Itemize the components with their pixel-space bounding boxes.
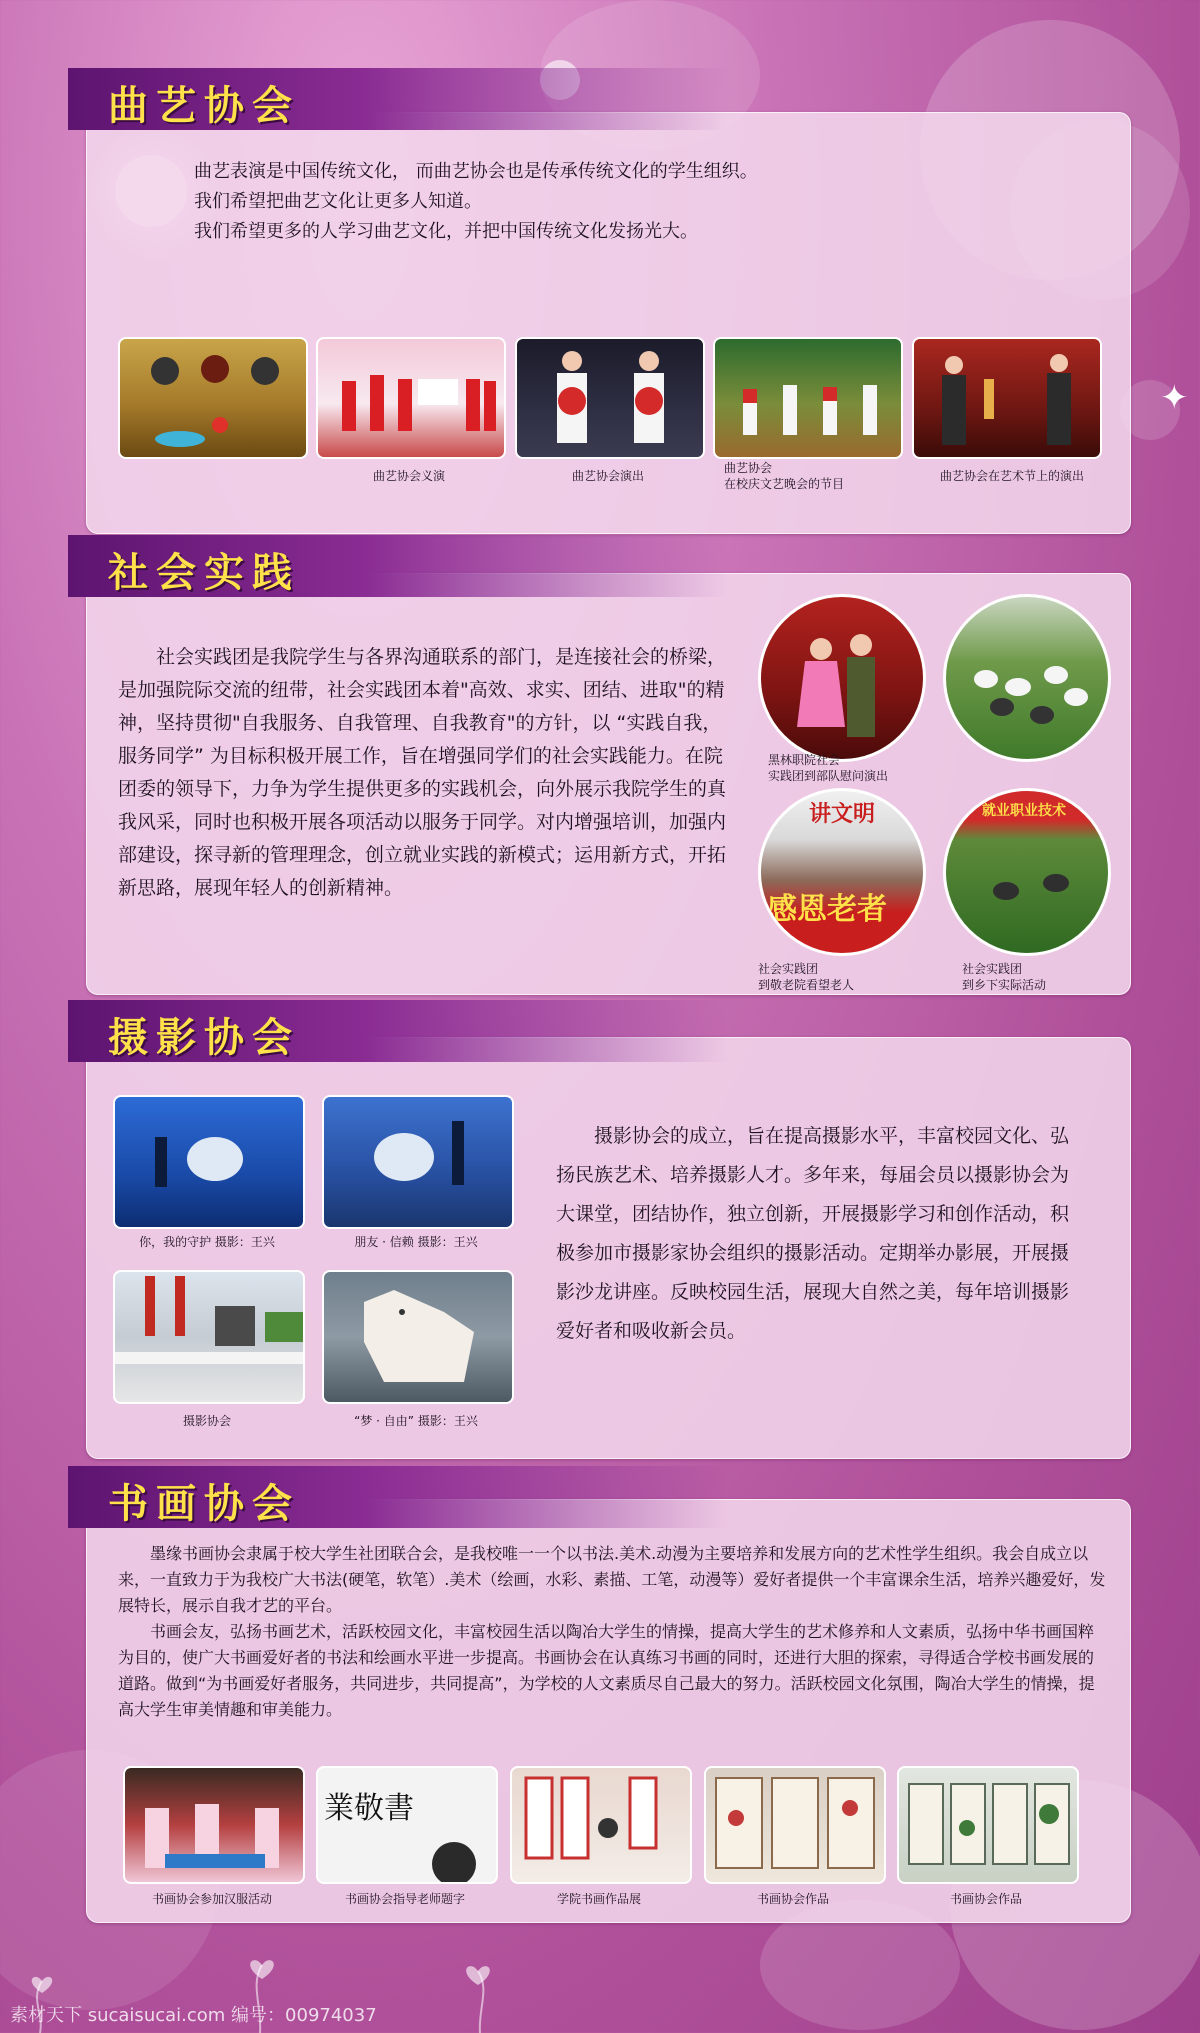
- sheying-body: 摄影协会的成立，旨在提高摄影水平，丰富校园文化、弘扬民族艺术、培养摄影人才。多年来，每届会员以摄影协会为大课堂，团结协作，独立创新，开展摄影学习和创作活动，积极参加市摄影家协会组织的摄影活动。定期举办影展，开展摄影沙龙讲座。反映校园生活，展现大自然之美，每年培训摄影爱好者和吸收新会员。: [556, 1125, 1070, 1342]
- quyi-photo-5: [912, 337, 1102, 459]
- shehui-photo-2: [943, 594, 1111, 762]
- quyi-caption-4: 曲艺协会 在校庆文艺晚会的节目: [724, 461, 845, 491]
- sheying-caption-1: 你，我的守护 摄影：王兴: [139, 1235, 275, 1249]
- sheying-photo-2: [322, 1095, 514, 1229]
- painting-works-image: [706, 1768, 884, 1882]
- quyi-photo-4: [713, 337, 903, 459]
- sheying-photo-4: [322, 1270, 514, 1404]
- calligraphy-text: 業敬書: [324, 1791, 414, 1826]
- sheying-photo-1: [113, 1095, 305, 1229]
- duo-performers-image: [517, 339, 703, 457]
- banner-text: 感恩老者: [767, 892, 887, 927]
- art-festival-image: [914, 339, 1100, 457]
- opera-stage-image: [120, 339, 306, 457]
- quyi-line-2: 我们希望把曲艺文化让更多人知道。: [194, 191, 482, 212]
- quyi-title: 曲艺协会: [108, 82, 300, 129]
- shehui-photo-4: [943, 788, 1111, 956]
- shuhua-caption-5: 书画协会作品: [949, 1892, 1022, 1906]
- shehui-caption-1: 黑林职院社会 实践团到部队慰问演出: [768, 753, 889, 783]
- sheying-photo-3: [113, 1270, 305, 1404]
- sparkle-icon: ✦: [1160, 378, 1189, 418]
- sheying-title-bar: [68, 1000, 728, 1062]
- banner-text-top: 讲文明: [809, 801, 876, 827]
- sheying-caption-4: “梦 · 自由” 摄影：王兴: [354, 1414, 478, 1428]
- shehui-caption-2: 社会实践团 到敬老院看望老人: [758, 962, 855, 992]
- shehui-caption-3: 社会实践团 到乡下实际活动: [962, 962, 1047, 992]
- shuhua-caption-1: 书画协会参加汉服活动: [151, 1892, 272, 1906]
- shuhua-photo-2: [316, 1766, 498, 1884]
- hanfu-event-image: [125, 1768, 303, 1882]
- beluga-trust-image: [324, 1097, 512, 1227]
- nursing-home-image: [761, 791, 923, 953]
- shehui-photo-3: [758, 788, 926, 956]
- sheying-caption-3: 摄影协会: [182, 1414, 231, 1428]
- shehui-title-bar: [68, 535, 728, 597]
- countryside-activity-image: [946, 791, 1108, 953]
- sheying-title: 摄影协会: [108, 1014, 300, 1061]
- field-work-image: [946, 597, 1108, 759]
- shuhua-caption-2: 书画协会指导老师题字: [344, 1892, 465, 1906]
- quyi-caption-2: 曲艺协会义演: [372, 469, 445, 483]
- shehui-title: 社会实践: [108, 549, 300, 596]
- school-gala-image: [715, 339, 901, 457]
- watermark-footer: 素材天下 sucaisucai.com 编号：00974037: [10, 2005, 377, 2026]
- diver-beluga-image: [115, 1097, 303, 1227]
- quyi-title-bar: [68, 68, 728, 130]
- quyi-intro: [194, 157, 954, 247]
- shuhua-photo-3: [510, 1766, 692, 1884]
- shuhua-paragraph-1: 墨缘书画协会隶属于校大学生社团联合会，是我校唯一一个以书法.美术.动漫为主要培养和发展方向的艺术性学生组织。我会自成立以来，一直致力于为我校广大书法(硬笔，软笔）.美术（绘画，水彩、素描、工笔，动漫等）爱好者提供一个丰富课余生活，培养兴趣爱好，发展特长，展示自我才艺的平台。: [118, 1544, 1106, 1615]
- shuhua-text: [118, 1541, 1108, 1723]
- shehui-body: 社会实践团是我院学生与各界沟通联系的部门，是连接社会的桥梁，是加强院际交流的纽带，社会实践团本着"高效、求实、团结、进取"的精神，坚持贯彻"自我服务、自我管理、自我教育"的方针，以 “实践自我，服务同学” 为目标积极开展工作，旨在增强同学们的社会实践能力。在院团委的领导下，力争为学生提供更多的实践机会，向外展示我院学生的真我风采，同时也积极开展各项活动以服务于同学。对内增强培训，加强内部建设，探寻新的管理理念，创立就业实践的新模式；运用新方式，开拓新思路，展现年轻人的创新精神。: [118, 646, 727, 899]
- shuhua-caption-3: 学院书画作品展: [556, 1892, 641, 1906]
- quyi-photo-3: [515, 337, 705, 459]
- quyi-photo-2: [316, 337, 506, 459]
- quyi-line-1: 曲艺表演是中国传统文化， 而曲艺协会也是传承传统文化的学生组织。: [194, 161, 758, 182]
- quyi-caption-5: 曲艺协会在艺术节上的演出: [939, 469, 1084, 483]
- shuhua-title-bar: [68, 1466, 728, 1528]
- shuhua-photo-5: [897, 1766, 1079, 1884]
- quyi-caption-3: 曲艺协会演出: [571, 469, 644, 483]
- military-visit-image: [761, 597, 923, 759]
- art-exhibition-image: [512, 1768, 690, 1882]
- shuhua-caption-4: 书画协会作品: [756, 1892, 829, 1906]
- teacher-calligraphy-image: [318, 1768, 496, 1882]
- scroll-works-image: [899, 1768, 1077, 1882]
- shuhua-paragraph-2: 书画会友，弘扬书画艺术，活跃校园文化，丰富校园生活以陶冶大学生的情操，提高大学生的艺术修养和人文素质，弘扬中华书画国粹为目的，使广大书画爱好者的书法和绘画水平进一步提高。书画协会在认真练习书画的同时，还进行大胆的探索，寻得适合学校书画发展的道路。做到“为书画爱好者服务，共同进步，共同提高”，为学校的人文素质尽自己最大的努力。活跃校园文化氛围，陶冶大学生的情操，提高大学生审美情趣和审美能力。: [118, 1622, 1095, 1719]
- shuhua-photo-1: [123, 1766, 305, 1884]
- shuhua-title: 书画协会: [108, 1480, 300, 1527]
- shuhua-photo-4: [704, 1766, 886, 1884]
- sheying-caption-2: 朋友 · 信赖 摄影：王兴: [354, 1235, 478, 1249]
- performance-image: [318, 339, 504, 457]
- quyi-line-3: 我们希望更多的人学习曲艺文化，并把中国传统文化发扬光大。: [194, 221, 698, 242]
- bridge-photo-image: [115, 1272, 303, 1402]
- banner-text-job: 就业职业技术: [982, 803, 1066, 819]
- quyi-photo-1: [118, 337, 308, 459]
- wolf-dream-image: [324, 1272, 512, 1402]
- shehui-photo-1: [758, 594, 926, 762]
